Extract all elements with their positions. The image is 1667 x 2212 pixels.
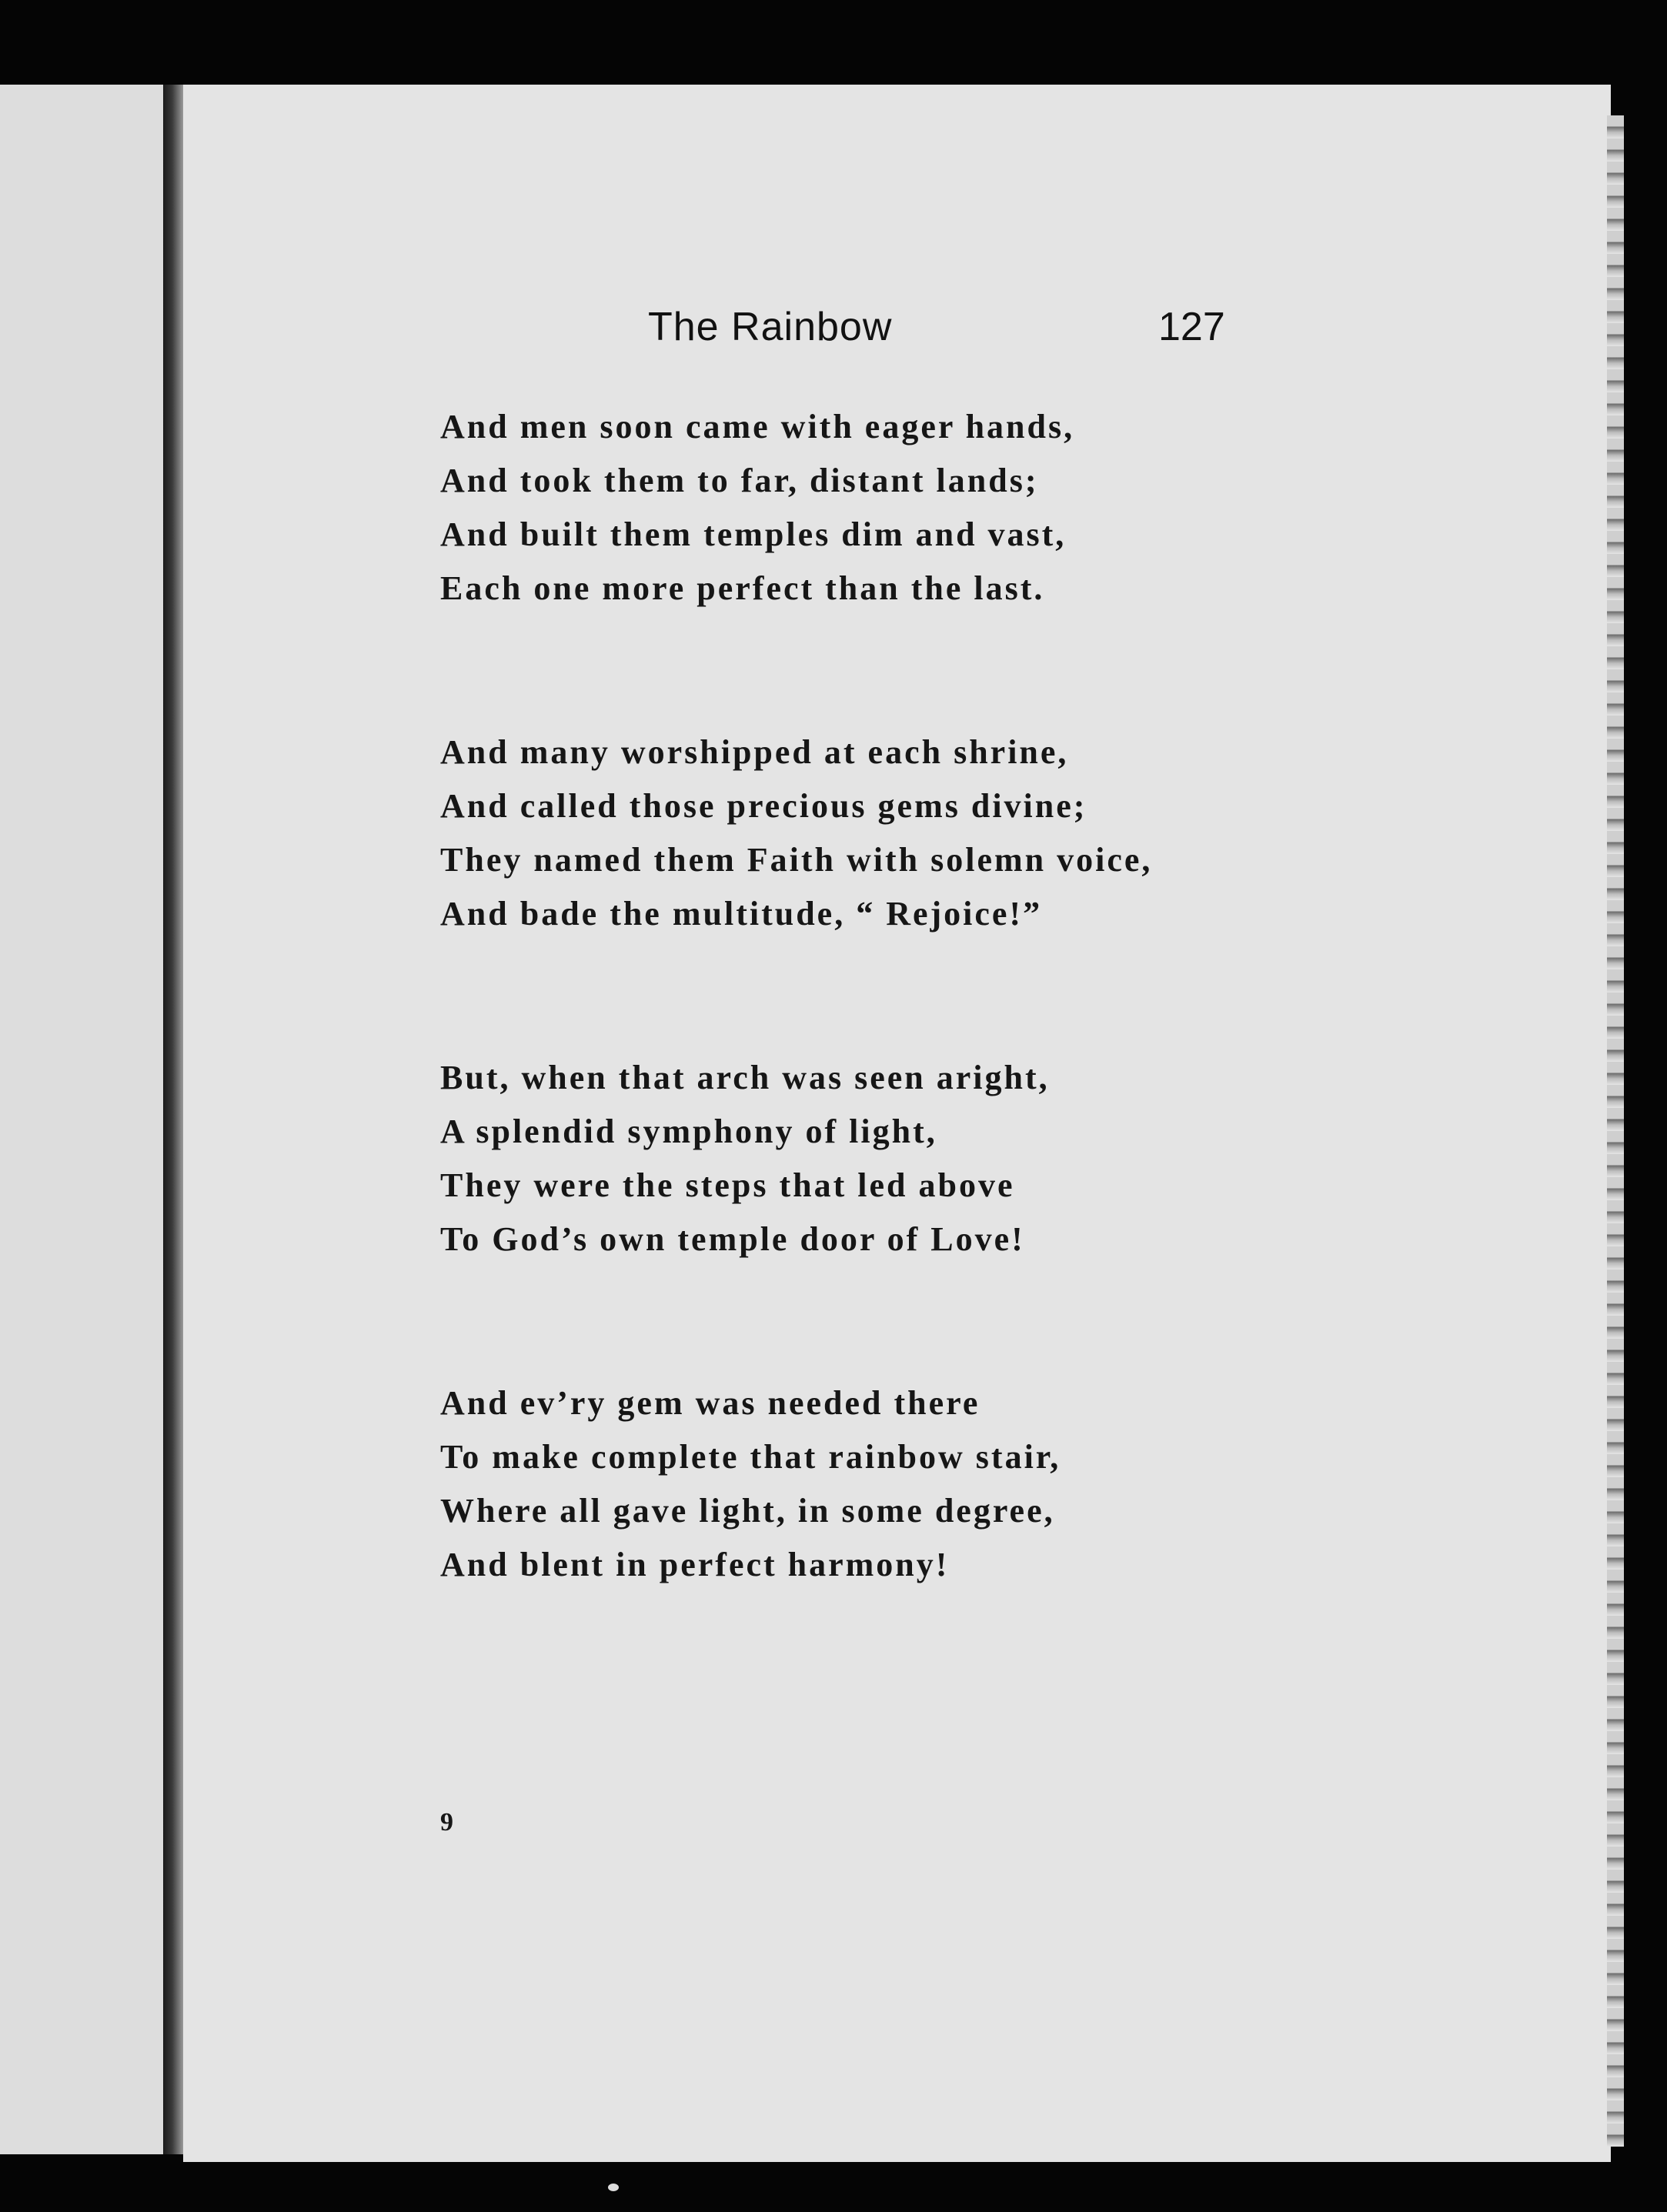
scan-speck [608, 2184, 619, 2191]
poem-line: Each one more perfect than the last. [440, 569, 1045, 607]
stanza [440, 400, 1325, 616]
poem-body [440, 400, 1325, 1702]
stanza [440, 1051, 1325, 1266]
signature-mark: 9 [440, 1808, 453, 1837]
poem-line: To God’s own temple door of Love! [440, 1220, 1025, 1258]
poem-line: And bade the multitude, “ Rejoice!” [440, 895, 1043, 933]
page-number: 127 [1158, 305, 1225, 349]
poem-line: And called those precious gems divine; [440, 787, 1087, 825]
poem-line: And many worshipped at each shrine, [440, 733, 1069, 771]
poem-line: But, when that arch was seen aright, [440, 1059, 1050, 1096]
poem-line: And ev’ry gem was needed there [440, 1384, 980, 1422]
poem-line: And men soon came with eager hands, [440, 408, 1075, 445]
book-gutter [163, 85, 183, 2154]
facing-page-edge [0, 85, 165, 2154]
poem-line: And built them temples dim and vast, [440, 515, 1067, 553]
poem-line: They were the steps that led above [440, 1166, 1015, 1204]
poem-line: Where all gave light, in some degree, [440, 1492, 1055, 1530]
stanza [440, 1376, 1325, 1592]
poem-line: A splendid symphony of light, [440, 1113, 937, 1150]
poem-line: They named them Faith with solemn voice, [440, 841, 1153, 879]
page-fore-edge [1607, 115, 1624, 2147]
poem-line: To make complete that rainbow stair, [440, 1438, 1061, 1476]
poem-line: And took them to far, distant lands; [440, 462, 1039, 499]
stanza [440, 726, 1325, 941]
running-title: The Rainbow [648, 305, 893, 349]
poem-line: And blent in perfect harmony! [440, 1546, 950, 1583]
